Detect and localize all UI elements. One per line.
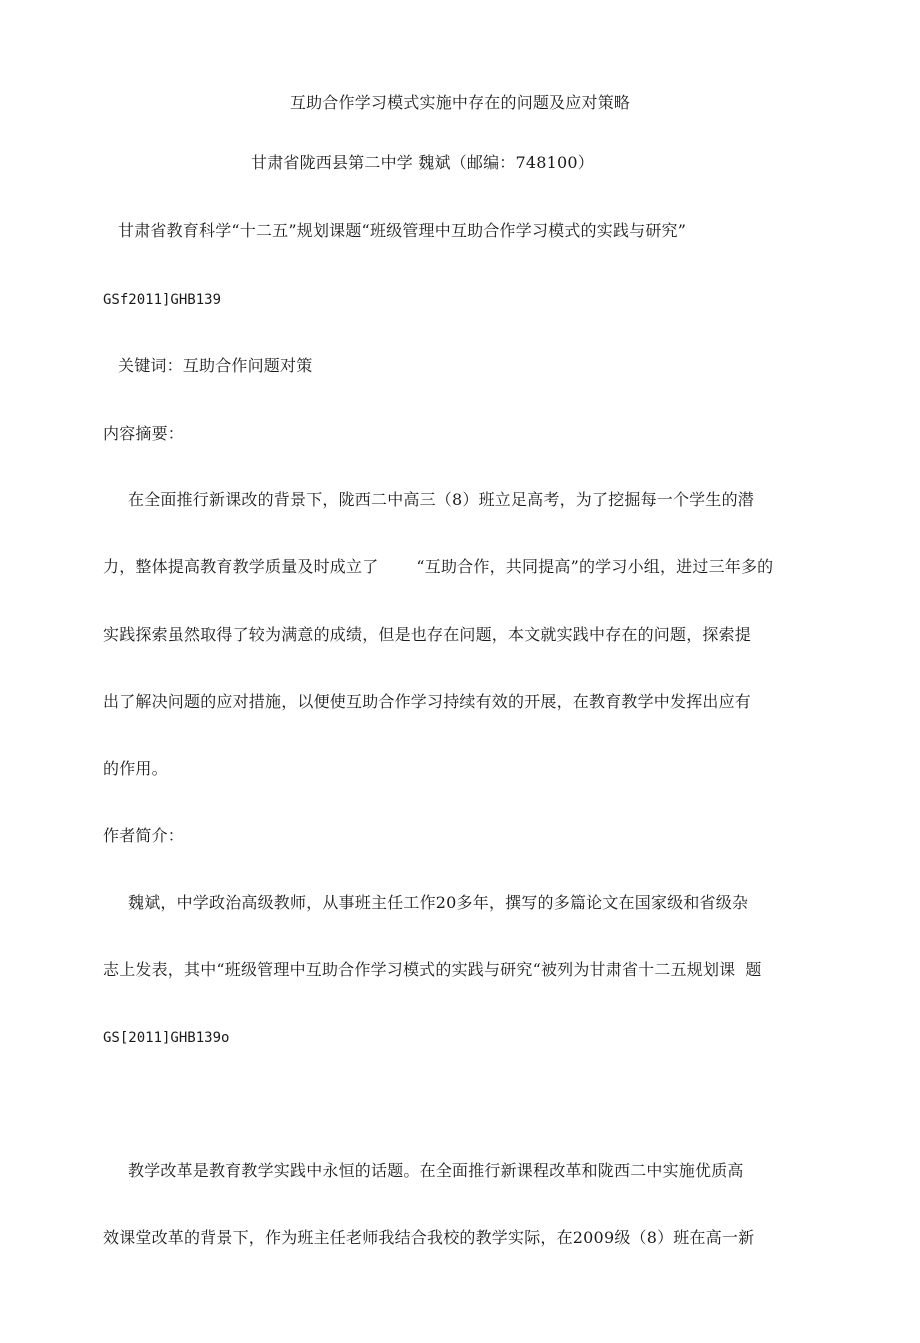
project-title: 甘肃省教育科学“十二五”规划课题“班级管理中互助合作学习模式的实践与研究” (118, 221, 687, 240)
body-line: 效课堂改革的背景下，作为班主任老师我结合我校的教学实际，在2009级（8）班在高一新 (103, 1228, 755, 1247)
abstract-line: 的作用。 (103, 759, 168, 778)
keywords: 关键词：互助合作问题对策 (118, 356, 313, 375)
abstract-heading: 内容摘要： (103, 424, 185, 443)
author-bio-part: 题 (745, 960, 762, 979)
abstract-line-part: 力，整体提高教育教学质量及时成立了 (103, 557, 379, 576)
project-code: GSf2011]GHB139 (103, 292, 222, 308)
body-line: 教学改革是教育教学实践中永恒的话题。在全面推行新课程改革和陇西二中实施优质高 (128, 1161, 744, 1180)
author-bio-code: GS[2011]GHB139o (103, 1030, 230, 1046)
abstract-line: 出了解决问题的应对措施，以便使互助合作学习持续有效的开展，在教育教学中发挥出应有 (103, 692, 752, 711)
author-affiliation: 甘肃省陇西县第二中学 魏斌（邮编：748100） (251, 153, 594, 172)
author-bio-part: 志上发表，其中“班级管理中互助合作学习模式的实践与研究“被列为甘肃省十二五规划课 (103, 960, 736, 979)
abstract-line (103, 557, 773, 577)
abstract-line-part: “互助合作，共同提高”的学习小组，进过三年多的 (416, 557, 774, 576)
document-title: 互助合作学习模式实施中存在的问题及应对策略 (289, 93, 631, 112)
author-bio-line (103, 960, 762, 980)
author-bio-line: 魏斌，中学政治高级教师，从事班主任工作20多年，撰写的多篇论文在国家级和省级杂 (128, 893, 749, 912)
abstract-line: 实践探索虽然取得了较为满意的成绩，但是也存在问题，本文就实践中存在的问题，探索提 (103, 625, 752, 644)
author-heading: 作者简介： (103, 826, 185, 845)
abstract-line: 在全面推行新课改的背景下，陇西二中高三（8）班立足高考，为了挖掘每一个学生的潜 (128, 490, 754, 509)
